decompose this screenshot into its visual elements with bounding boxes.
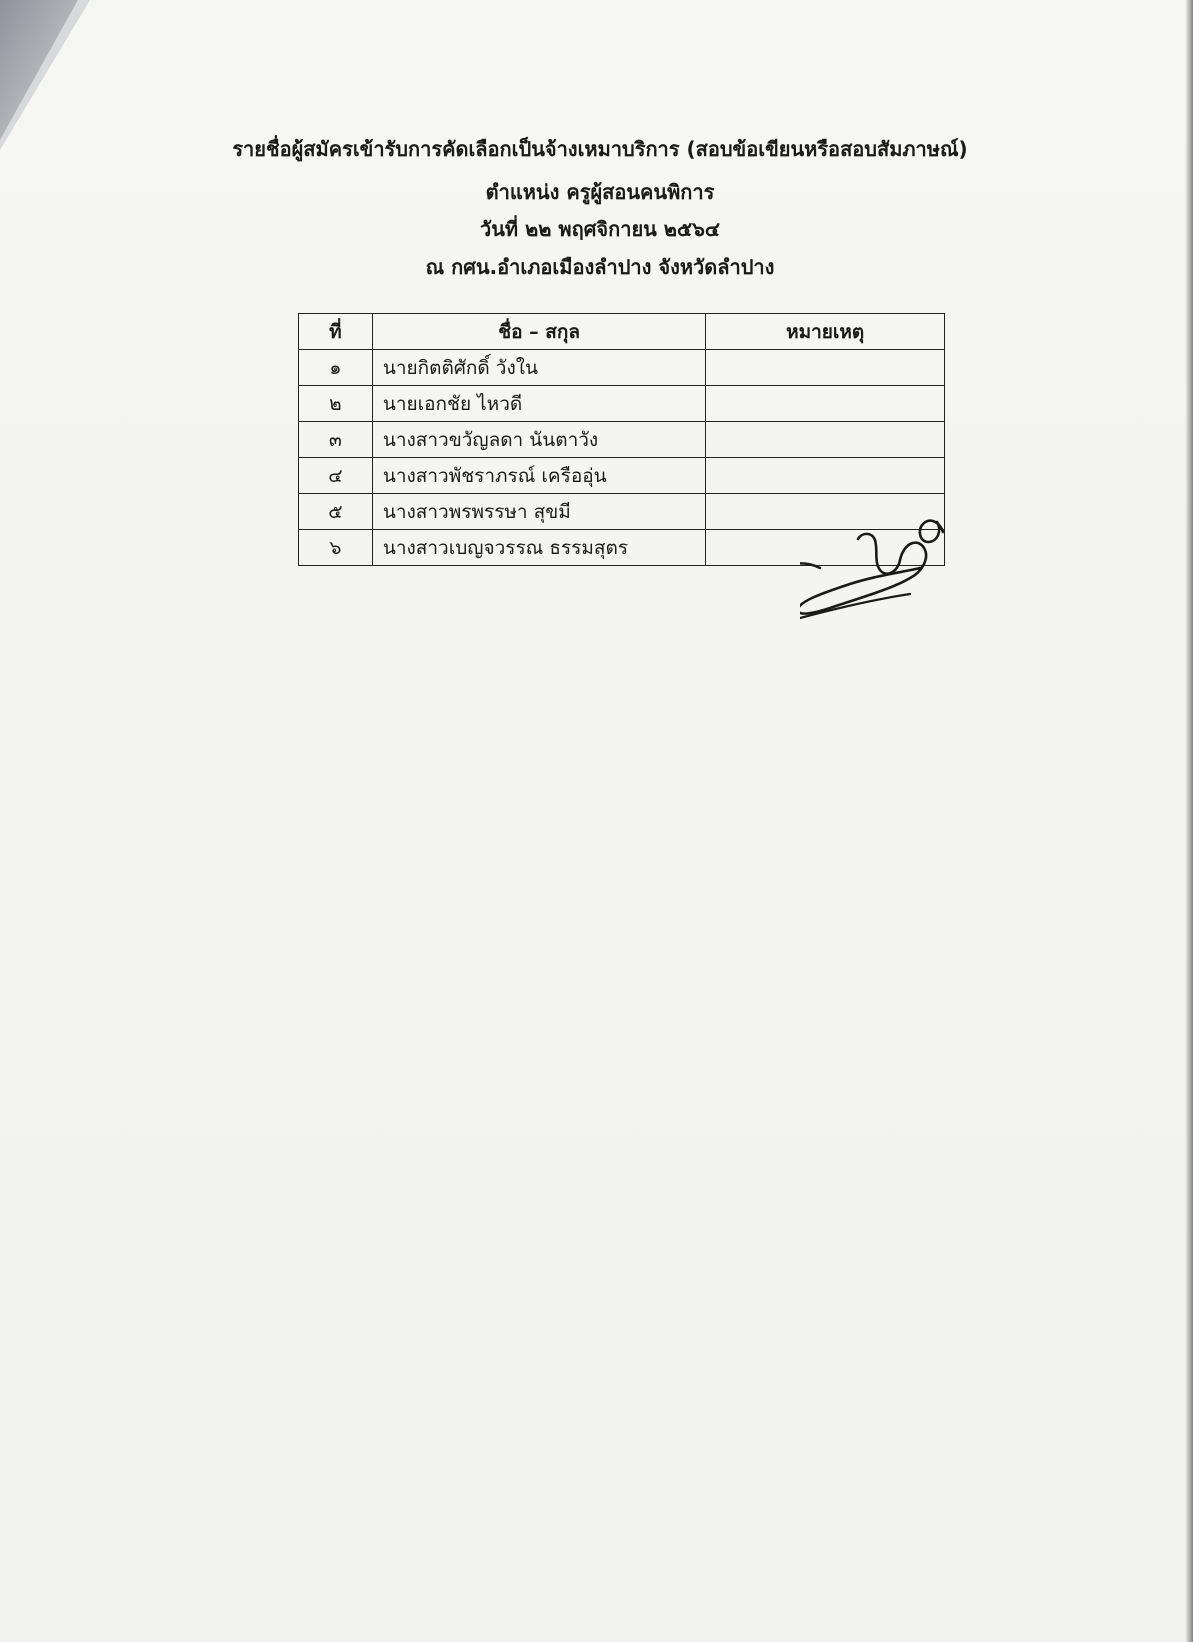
table-header-row [299,314,945,350]
row-no: ๖ [299,530,373,566]
row-no: ๓ [299,422,373,458]
header-no: ที่ [299,314,373,350]
document-position: ตำแหน่ง ครูผู้สอนคนพิการ [485,180,715,204]
table-row [299,458,945,494]
document-title: รายชื่อผู้สมัครเข้ารับการคัดเลือกเป็นจ้างเหมาบริการ (สอบข้อเขียนหรือสอบสัมภาษณ์) [232,137,968,161]
row-note [706,350,945,386]
table-row [299,422,945,458]
row-no: ๕ [299,494,373,530]
document-location: ณ กศน.อำเภอเมืองลำปาง จังหวัดลำปาง [425,255,775,279]
page-corner-shadow [0,0,90,150]
header-note: หมายเหตุ [706,314,945,350]
row-name: นายกิตติศักดิ์ วังใน [372,350,705,386]
row-no: ๔ [299,458,373,494]
table-row [299,386,945,422]
page-right-edge-shadow [1185,0,1193,1642]
row-no: ๑ [299,350,373,386]
row-name: นายเอกชัย ไหวดี [372,386,705,422]
row-note [706,386,945,422]
row-note [706,458,945,494]
header-name: ชื่อ – สกุล [372,314,705,350]
row-note [706,422,945,458]
handwritten-signature [800,498,950,648]
table-row [299,350,945,386]
row-name: นางสาวพรพรรษา สุขมี [372,494,705,530]
row-name: นางสาวเบญจวรรณ ธรรมสุตร [372,530,705,566]
row-no: ๒ [299,386,373,422]
row-name: นางสาวขวัญลดา นันตาวัง [372,422,705,458]
document-date: วันที่ ๒๒ พฤศจิกายน ๒๕๖๔ [480,217,720,241]
row-name: นางสาวพัชราภรณ์ เครืออุ่น [372,458,705,494]
